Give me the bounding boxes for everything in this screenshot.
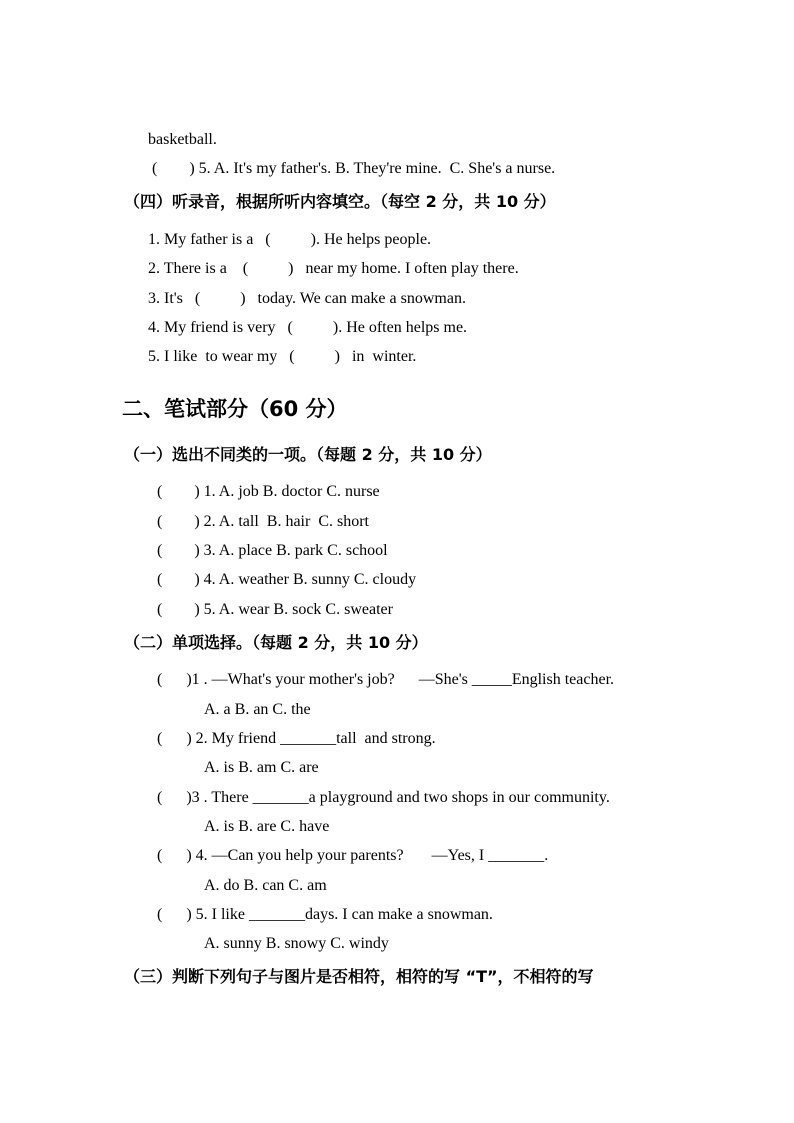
odd-one-out-item-3: ( ) 3. A. place B. park C. school bbox=[157, 542, 388, 559]
fill-blank-item-3: 3. It's ( ) today. We can make a snowman. bbox=[148, 290, 466, 307]
part-1-heading: （一）选出不同类的一项。（每题 2 分，共 10 分） bbox=[124, 445, 492, 464]
choice-question-5: ( ) 5. I like _______days. I can make a snowman. bbox=[157, 906, 493, 923]
listening-question-5: ( ) 5. A. It's my father's. B. They're mine. C. She's a nurse. bbox=[152, 160, 556, 177]
choice-options-4: A. do B. can C. am bbox=[204, 877, 327, 894]
choice-question-3: ( )3 . There _______a playground and two shops in our community. bbox=[157, 789, 610, 806]
fill-blank-item-4: 4. My friend is very ( ). He often helps me. bbox=[148, 319, 468, 336]
choice-question-1: ( )1 . —What's your mother's job? —She's _____English teacher. bbox=[157, 671, 615, 688]
fill-blank-item-5: 5. I like to wear my ( ) in winter. bbox=[148, 348, 417, 365]
part-3-heading: （三）判断下列句子与图片是否相符，相符的写 “T”，不相符的写 bbox=[124, 967, 594, 986]
choice-options-3: A. is B. are C. have bbox=[204, 818, 330, 835]
odd-one-out-item-2: ( ) 2. A. tall B. hair C. short bbox=[157, 513, 369, 530]
odd-one-out-item-5: ( ) 5. A. wear B. sock C. sweater bbox=[157, 601, 393, 618]
fill-blank-item-2: 2. There is a ( ) near my home. I often play there. bbox=[148, 260, 519, 277]
choice-options-5: A. sunny B. snowy C. windy bbox=[204, 935, 389, 952]
section-4-heading: （四）听录音，根据所听内容填空。（每空 2 分，共 10 分） bbox=[124, 192, 556, 211]
choice-question-4: ( ) 4. —Can you help your parents? —Yes, I _______. bbox=[157, 847, 549, 864]
choice-options-2: A. is B. am C. are bbox=[204, 759, 319, 776]
written-part-title: 二、笔试部分（60 分） bbox=[122, 397, 348, 421]
choice-options-1: A. a B. an C. the bbox=[204, 701, 311, 718]
part-2-heading: （二）单项选择。（每题 2 分，共 10 分） bbox=[124, 633, 428, 652]
fill-blank-item-1: 1. My father is a ( ). He helps people. bbox=[148, 231, 432, 248]
odd-one-out-item-4: ( ) 4. A. weather B. sunny C. cloudy bbox=[157, 571, 417, 588]
prev-item-continuation: basketball. bbox=[148, 131, 217, 148]
odd-one-out-item-1: ( ) 1. A. job B. doctor C. nurse bbox=[157, 483, 380, 500]
choice-question-2: ( ) 2. My friend _______tall and strong. bbox=[157, 730, 436, 747]
